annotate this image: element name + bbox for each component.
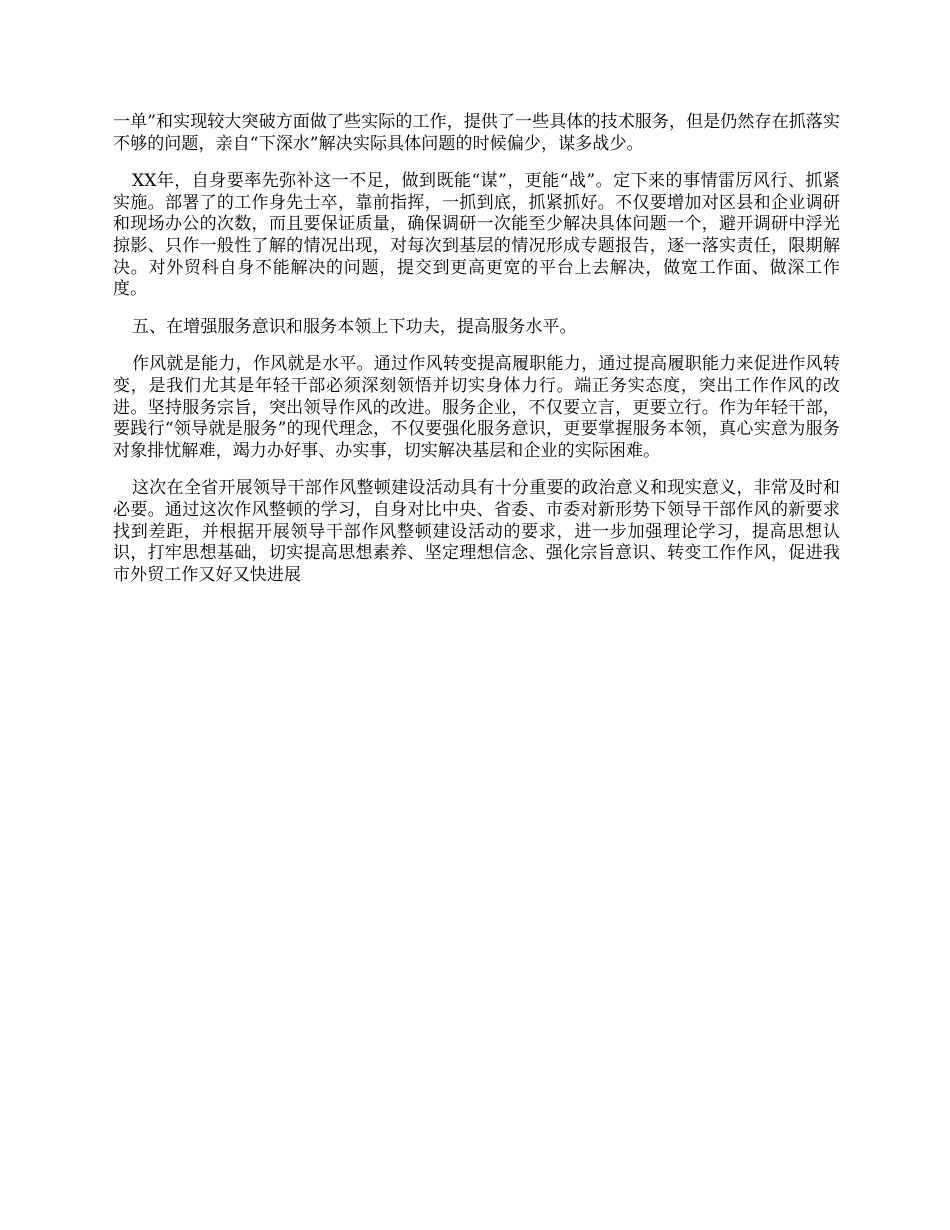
paragraph-conclusion: 这次在全省开展领导干部作风整顿建设活动具有十分重要的政治意义和现实意义，非常及时和必要。通过这次作风整顿的学习，自身对比中央、省委、市委对新形势下领导干部作风的新要求找到差距，并根据开展领导干部作风整顿建设活动的要求，进一步加强理论学习，提高思想认识，打牢思想基础，切实提高思想素养、坚定理想信念、强化宗旨意识、转变工作作风，促进我市外贸工作又好又快进展	[113, 478, 840, 585]
document-body	[113, 112, 840, 602]
paragraph-work-style: 作风就是能力，作风就是水平。通过作风转变提高履职能力，通过提高履职能力来促进作风转变，是我们尤其是年轻干部必须深刻领悟并切实身体力行。端正务实态度，突出工作作风的改进。坚持服务宗旨，突出领导作风的改进。服务企业，不仅要立言，更要立行。作为年轻干部，要践行“领导就是服务”的现代理念，不仅要强化服务意识，更要掌握服务本领，真心实意为服务对象排忧解难，竭力办好事、办实事，切实解决基层和企业的实际困难。	[113, 354, 840, 461]
section-heading-five: 五、在增强服务意识和服务本领上下功夫，提高服务水平。	[132, 316, 577, 337]
paragraph-continuation: 一单”和实现较大突破方面做了些实际的工作，提供了一些具体的技术服务，但是仍然存在抓落实不够的问题，亲自“下深水”解决实际具体问题的时候偏少，谋多战少。	[113, 112, 840, 154]
paragraph-xx-year: XX年，自身要率先弥补这一不足，做到既能“谋”，更能“战”。定下来的事情雷厉风行、抓紧实施。部署了的工作身先士卒，靠前指挥，一抓到底，抓紧抓好。不仅要增加对区县和企业调研和现场办公的次数，而且要保证质量，确保调研一次能至少解决具体问题一个，避开调研中浮光掠影、只作一般性了解的情况出现，对每次到基层的情况形成专题报告，逐一落实责任，限期解决。对外贸科自身不能解决的问题，提交到更高更宽的平台上去解决，做宽工作面、做深工作度。	[113, 171, 840, 300]
